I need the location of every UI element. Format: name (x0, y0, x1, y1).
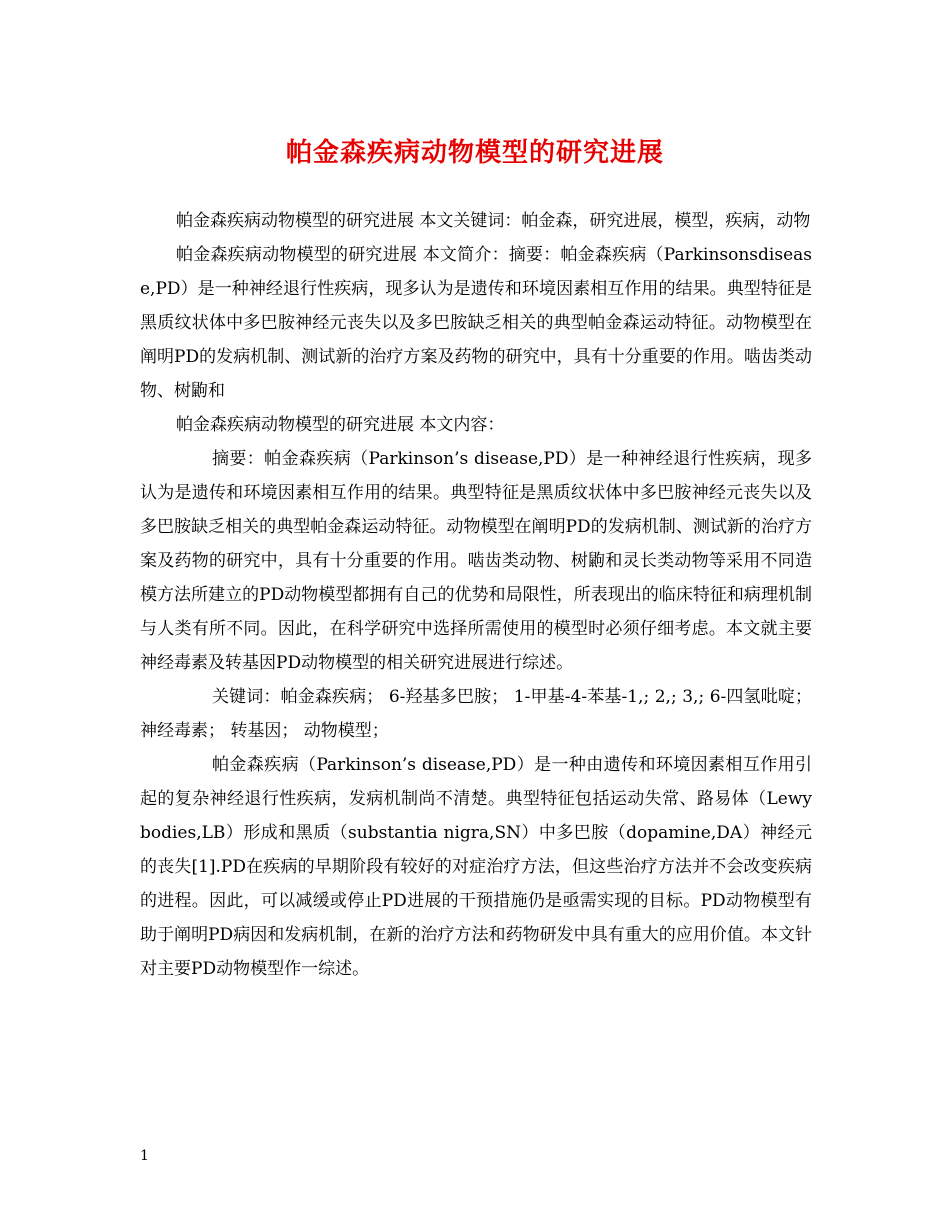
summary-paragraph: 帕金森疾病动物模型的研究进展 本文简介：摘要：帕金森疾病（Parkinsonsdisease,PD）是一种神经退行性疾病，现多认为是遗传和环境因素相互作用的结果。典型特征是黑质纹状体中多巴胺神经元丧失以及多巴胺缺乏相关的典型帕金森运动特征。动物模型在阐明PD的发病机制、测试新的治疗方案及药物的研究中，具有十分重要的作用。啮齿类动物、树鼩和 (140, 245, 812, 401)
page-number: 1 (140, 1148, 149, 1164)
introduction-paragraph: 帕金森疾病（Parkinson’s disease,PD）是一种由遗传和环境因素相互作用引起的复杂神经退行性疾病，发病机制尚不清楚。典型特征包括运动失常、路易体（Lewy bodies,LB）形成和黑质（substantia nigra,SN）中多巴胺（dopamine,DA）神经元的丧失[1].PD在疾病的早期阶段有较好的对症治疗方法，但这些治疗方法并不会改变疾病的进程。因此，可以减缓或停止PD进展的干预措施仍是亟需实现的目标。PD动物模型有助于阐明PD病因和发病机制，在新的治疗方法和药物研发中具有重大的应用价值。本文针对主要PD动物模型作一综述。 (140, 755, 812, 979)
keyword-list-paragraph: 关键词：帕金森疾病； 6-羟基多巴胺； 1-甲基-4-苯基-1,; 2,; 3,; 6-四氢吡啶； 神经毒素； 转基因； 动物模型； (140, 687, 812, 741)
document-body (140, 204, 812, 986)
abstract-paragraph: 摘要：帕金森疾病（Parkinson’s disease,PD）是一种神经退行性疾病，现多认为是遗传和环境因素相互作用的结果。典型特征是黑质纹状体中多巴胺神经元丧失以及多巴胺缺乏相关的典型帕金森运动特征。动物模型在阐明PD的发病机制、测试新的治疗方案及药物的研究中，具有十分重要的作用。啮齿类动物、树鼩和灵长类动物等采用不同造模方法所建立的PD动物模型都拥有自己的优势和局限性，所表现出的临床特征和病理机制与人类有所不同。因此，在科学研究中选择所需使用的模型时必须仔细考虑。本文就主要神经毒素及转基因PD动物模型的相关研究进展进行综述。 (140, 449, 812, 673)
content-heading-paragraph: 帕金森疾病动物模型的研究进展 本文内容： (176, 415, 505, 435)
document-title: 帕金森疾病动物模型的研究进展 (285, 138, 664, 168)
keywords-paragraph: 帕金森疾病动物模型的研究进展 本文关键词：帕金森，研究进展，模型，疾病，动物 (176, 211, 811, 231)
